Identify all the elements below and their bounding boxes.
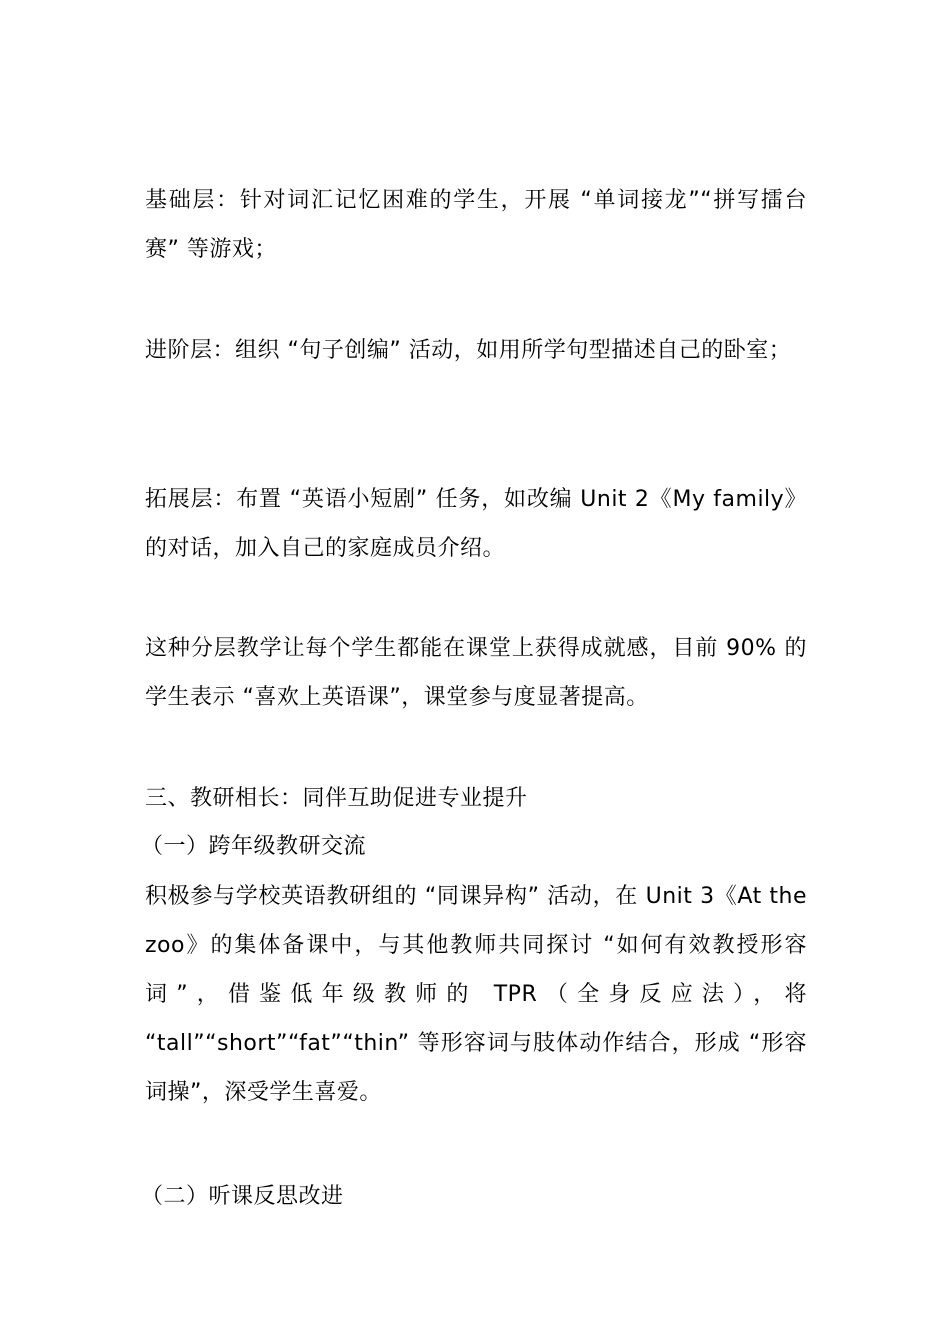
paragraph-extension-level: 拓展层：布置 “英语小短剧” 任务，如改编 Unit 2《My family》的对话，加入自己的家庭成员介绍。 <box>145 487 807 561</box>
subsection-heading-lesson-reflection: （二）听课反思改进 <box>141 1184 344 1209</box>
section-heading: 三、教研相长：同伴互助促进专业提升 <box>145 786 528 811</box>
paragraph-cross-grade-research: 积极参与学校英语教研组的 “同课异构” 活动，在 Unit 3《At the zoo》的集体备课中，与其他教师共同探讨 “如何有效教授形容词”，借鉴低年级教师的 TPR（全身反应法），将 “tall”“short”“fat”“thin” 等形容词与肢体动作结合，形成 “形容词操”，深受学生喜爱。 <box>145 884 807 1105</box>
subsection-heading-cross-grade: （一）跨年级教研交流 <box>141 834 367 859</box>
paragraph-basic-level: 基础层：针对词汇记忆困难的学生，开展 “单词接龙”“拼写擂台赛” 等游戏； <box>145 188 807 262</box>
paragraph-advanced-level: 进阶层：组织 “句子创编” 活动，如用所学句型描述自己的卧室； <box>145 338 792 363</box>
paragraph-layered-teaching-summary: 这种分层教学让每个学生都能在课堂上获得成就感，目前 90% 的学生表示 “喜欢上英语课”，课堂参与度显著提高。 <box>145 636 807 710</box>
